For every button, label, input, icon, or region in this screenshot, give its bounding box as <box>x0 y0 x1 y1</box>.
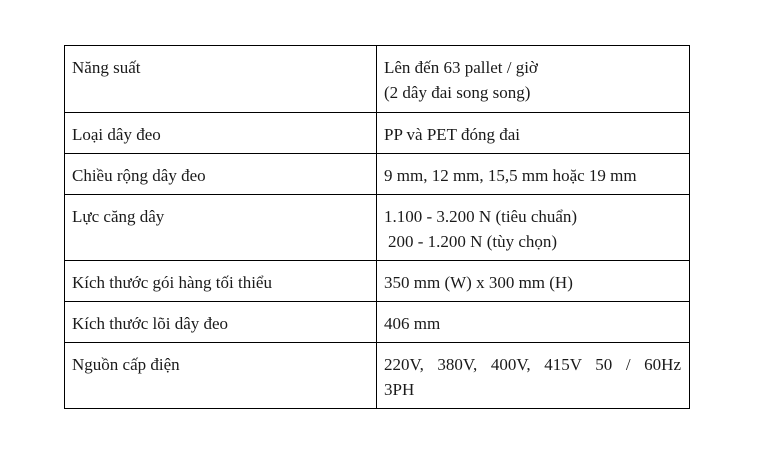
spec-value-line: 1.100 - 3.200 N (tiêu chuẩn) <box>384 207 578 226</box>
value-cell <box>377 302 690 343</box>
table-row-strap-width <box>65 154 690 195</box>
label-cell <box>65 46 377 113</box>
spec-label: Năng suất <box>72 58 141 77</box>
spec-value-line: 9 mm, 12 mm, 15,5 mm hoặc 19 mm <box>384 166 637 185</box>
table-row-strap-type <box>65 113 690 154</box>
label-cell <box>65 302 377 343</box>
value-cell <box>377 343 690 409</box>
value-cell <box>377 154 690 195</box>
label-cell <box>65 154 377 195</box>
spec-value-line: PP và PET đóng đai <box>384 125 521 144</box>
spec-label: Loại dây đeo <box>72 125 161 144</box>
spec-table <box>64 45 690 409</box>
spec-label: Nguồn cấp điện <box>72 355 180 374</box>
spec-label: Lực căng dây <box>72 207 165 226</box>
label-cell <box>65 343 377 409</box>
table-row-core-size <box>65 302 690 343</box>
spec-value-line: (2 dây đai song song) <box>384 83 531 102</box>
table-row-capacity <box>65 46 690 113</box>
spec-value-line: 406 mm <box>384 314 441 333</box>
spec-label: Kích thước lõi dây đeo <box>72 314 229 333</box>
value-cell <box>377 113 690 154</box>
table-row-power-supply <box>65 343 690 409</box>
table-row-tension <box>65 195 690 261</box>
value-cell <box>377 261 690 302</box>
spec-value-line: 350 mm (W) x 300 mm (H) <box>384 273 573 292</box>
value-cell <box>377 46 690 113</box>
spec-label: Kích thước gói hàng tối thiểu <box>72 273 272 292</box>
spec-value-line: 200 - 1.200 N (tùy chọn) <box>388 232 558 251</box>
spec-value-line: 3PH <box>384 380 415 399</box>
table-row-min-package-size <box>65 261 690 302</box>
spec-value-line: 220V, 380V, 400V, 415V 50 / 60Hz <box>384 355 681 374</box>
label-cell <box>65 195 377 261</box>
spec-label: Chiều rộng dây đeo <box>72 166 206 185</box>
value-cell <box>377 195 690 261</box>
label-cell <box>65 113 377 154</box>
spec-value-line: Lên đến 63 pallet / giờ <box>384 58 538 77</box>
label-cell <box>65 261 377 302</box>
